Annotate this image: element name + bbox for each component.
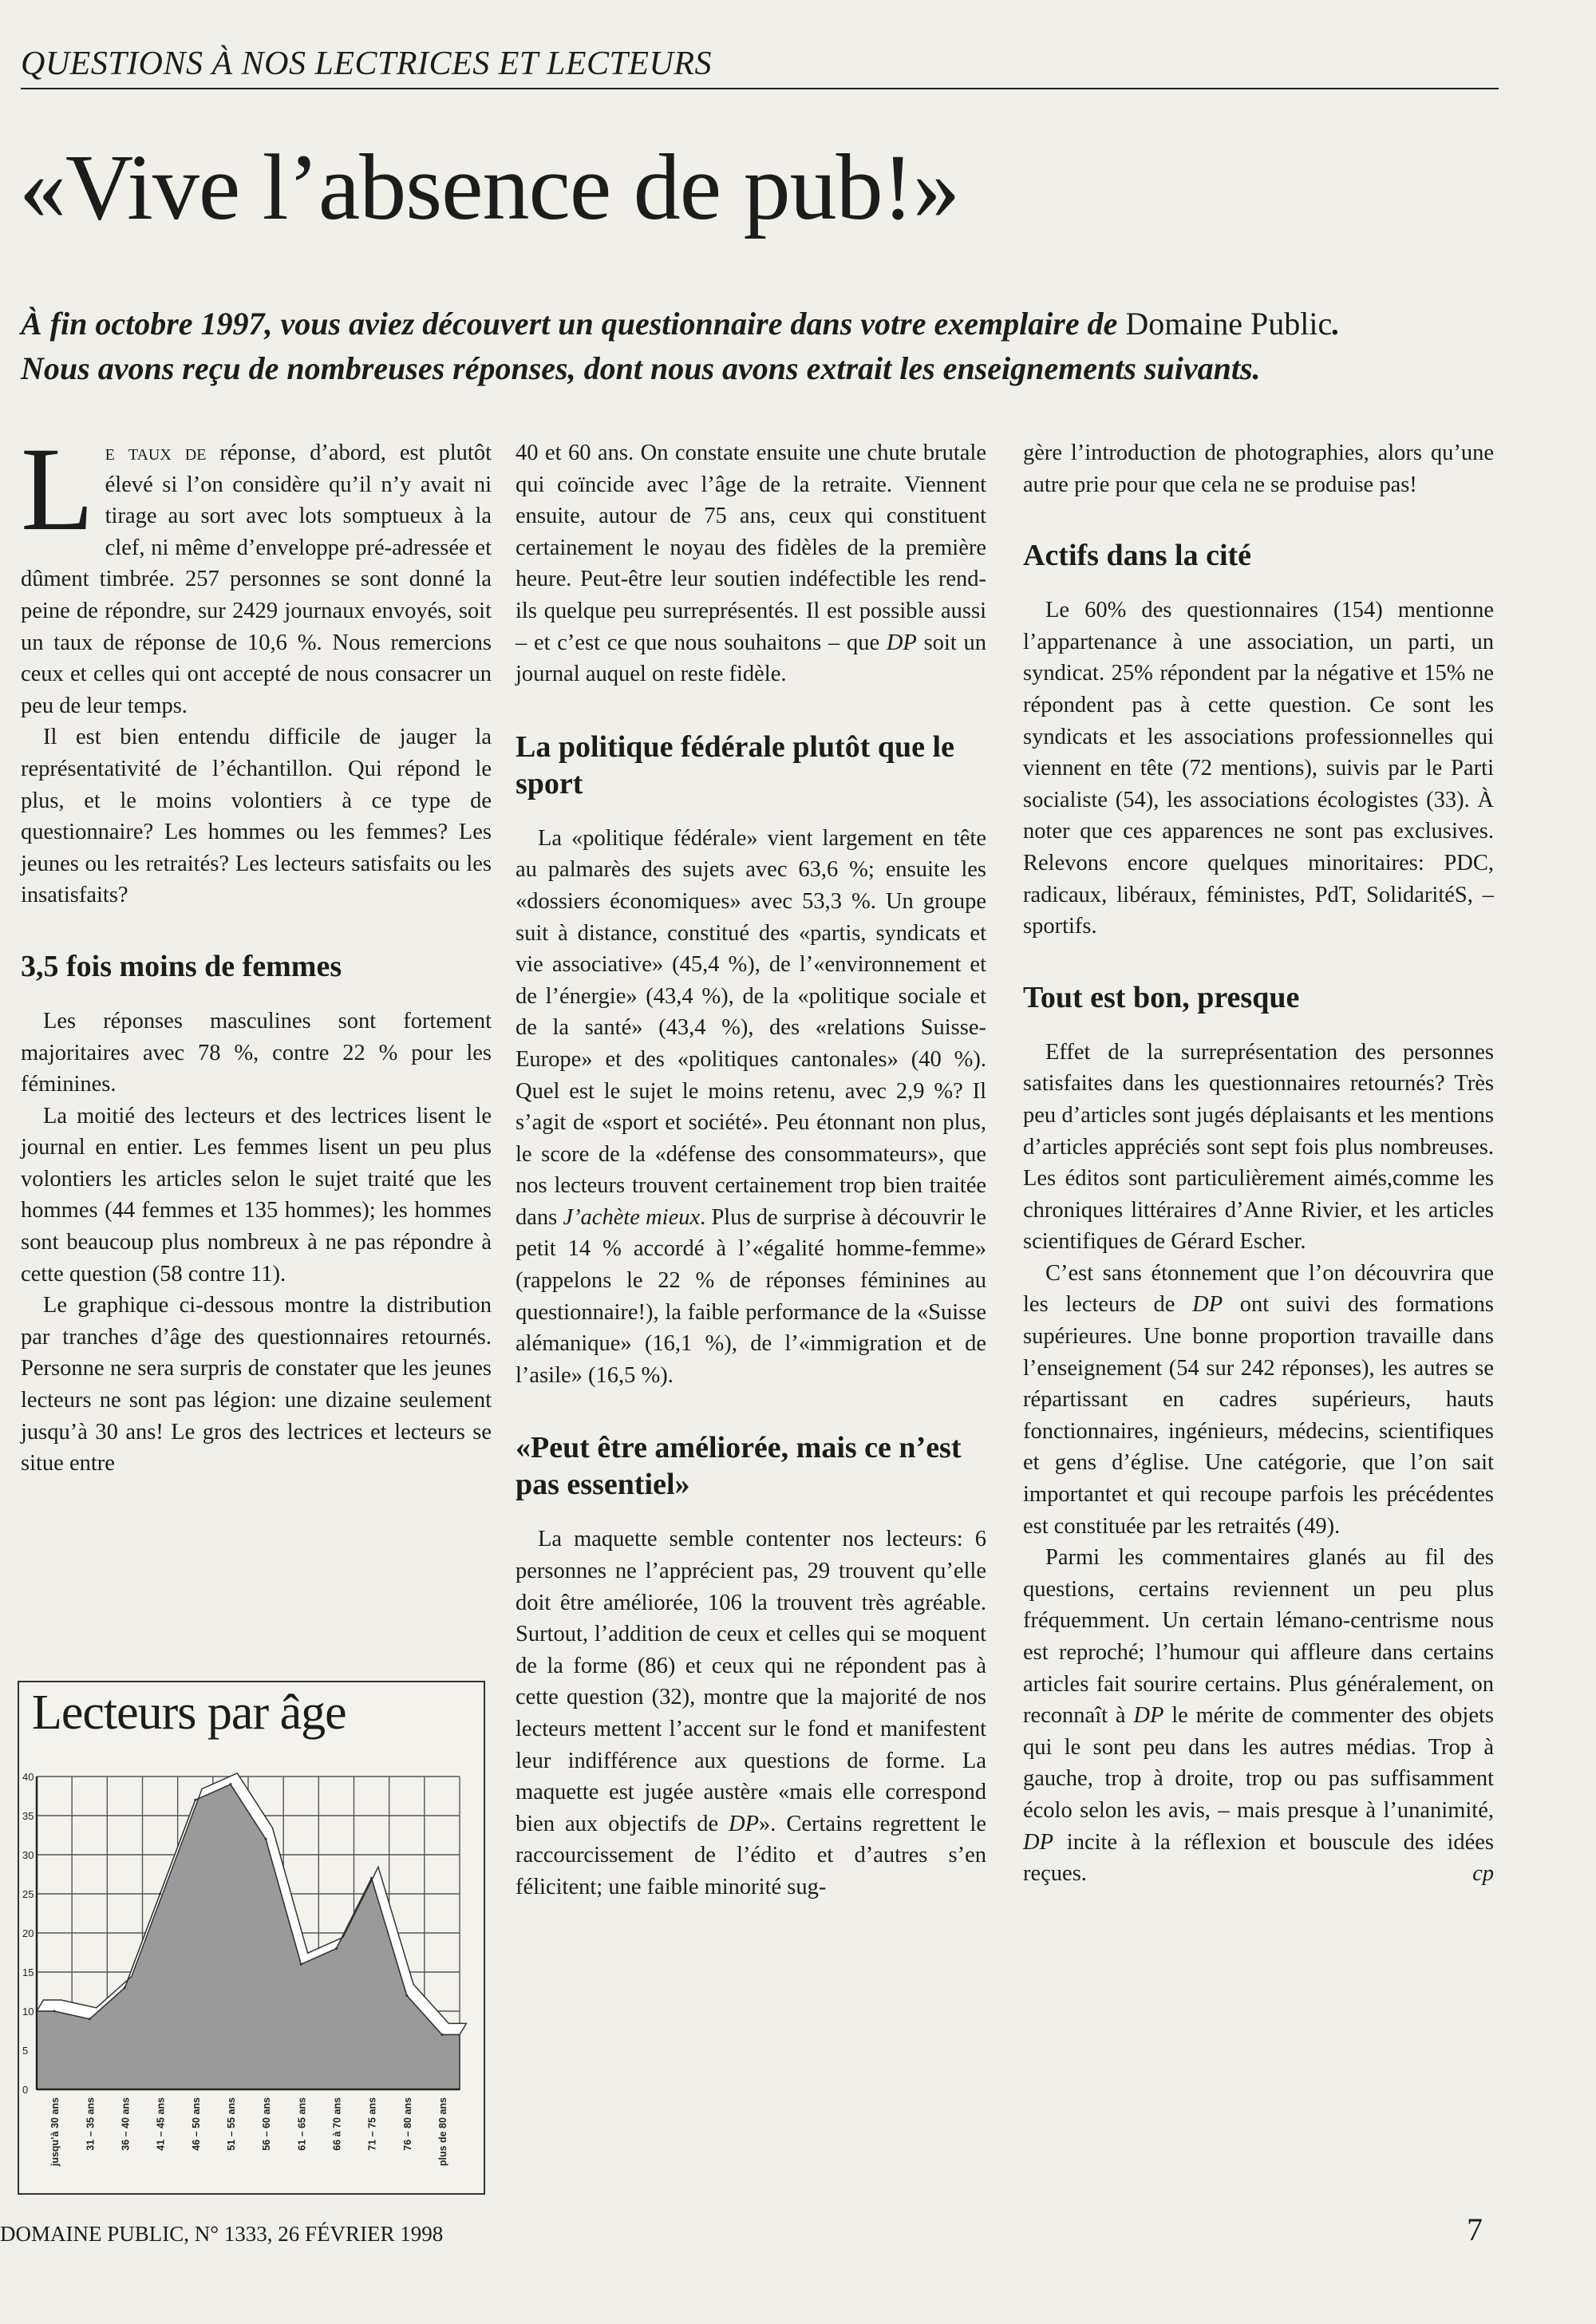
data-point — [440, 2034, 443, 2036]
x-tick-label: plus de 80 ans — [437, 2097, 448, 2167]
dp-abbrev: DP — [1192, 1292, 1223, 1318]
intro-journal-name: Domaine Public — [1125, 306, 1333, 342]
subheading-maquette: «Peut être améliorée, mais ce n’est pas essentiel» — [516, 1431, 962, 1502]
y-tick-label: 10 — [22, 2006, 34, 2018]
data-point — [124, 1986, 126, 1989]
data-point — [89, 2018, 91, 2020]
data-point — [229, 1783, 231, 1785]
paragraph-text: ont suivi des formations supérieures. Une bonne proportion travaille dans l’enseignement (54 sur 242 réponses), les autres se répartissant en cadres supérieurs, hauts fonctionnaires, ingénieurs, médecins, scientifiques et gens d’église. Une catégorie, que l’on sait importantet et qui recoupe parfois les précédentes est constituée par les retraités (49). — [1023, 1292, 1494, 1539]
data-point — [194, 1799, 196, 1801]
italic-title: J’achète mieux — [563, 1204, 701, 1230]
paragraph-text: . Plus de surprise à découvrir le petit 14 % accordé à l’«égalité homme-femme» (rappelons le 22 % de réponses féminines au questionnaire!), la faible performance de la «Suisse alémanique» (16,1 %), de l’«immigration et de l’asile» (16,5 %). — [516, 1204, 986, 1388]
x-tick-label: 46 – 50 ans — [190, 2097, 202, 2151]
age-chart — [18, 1681, 485, 2195]
paragraph: Les réponses masculines sont fortement majoritaires avec 78 %, contre 22 % pour les féminines. — [21, 1008, 492, 1097]
paragraph — [1023, 1542, 1494, 1890]
paragraph — [21, 423, 492, 721]
paragraph: Le graphique ci-dessous montre la distribution par tranches d’âge des questionnaires retournés. Personne ne sera surpris de constater que les jeunes lecteurs ne sont pas légion: une dizaine seulement jusqu’à 30 ans! Le gros des lectrices et lecteurs se situe entre — [21, 1293, 492, 1476]
y-tick-label: 30 — [22, 1849, 34, 1861]
paragraph: Le 60% des questionnaires (154) mentionne l’appartenance à une association, un parti, un syndicat. 25% répondent par la négative et 15% ne répondent pas à cette question. Ce sont les syndicats et les associations professionnelles qui viennent en tête (72 mentions), suivis par le Parti socialiste (54), les associations écologistes (33). À noter que ces apparences ne sont pas exclusives. Relevons encore quelques minoritaires: PDC, radicaux, libéraux, féministes, PdT, SolidaritéS, – sportifs. — [1023, 598, 1494, 939]
article-column-3 — [1023, 437, 1494, 1890]
paragraph-text: réponse, d’abord, est plutôt élevé si l’on considère qu’il n’y avait ni tirage au sort avec lots somptueux à la clef, ni même d’enveloppe pré-adressée et dûment timbrée. 257 personnes se sont donné la peine de répondre, sur 2429 journaux envoyés, soit un taux de réponse de 10,6 %. Nous remercions ceux et celles qui ont accepté de nous consacrer un peu de leur temps. — [21, 441, 492, 718]
x-tick-label: 31 – 35 ans — [85, 2097, 97, 2151]
paragraph-text: La maquette semble contenter nos lecteurs: 6 personnes ne l’apprécient pas, 29 trouvent qu’elle doit être améliorée, 106 la trouvent très agréable. Surtout, l’addition de ceux et celles qui se moquent de la forme (86) et ceux qui ne répondent pas à cette question (32), montre que la majorité de nos lecteurs mettent l’accent sur le fond et manifestent leur indifférence aux questions de forme. La maquette est jugée austère «mais elle correspond bien aux objectifs de — [516, 1527, 986, 1836]
intro-part1: À fin octobre 1997, vous aviez découvert un questionnaire dans votre exemplaire de — [21, 306, 1126, 342]
intro-paragraph — [21, 302, 1393, 391]
dp-abbrev: DP — [729, 1811, 760, 1836]
paragraph: gère l’introduction de photographies, alors qu’une autre prie pour que cela ne se produise pas! — [1023, 441, 1494, 497]
dp-abbrev: DP — [1133, 1703, 1164, 1729]
x-tick-label: 56 – 60 ans — [261, 2097, 273, 2151]
paragraph-text: le mérite de commenter des objets qui le sont peu dans les autres médias. Trop à gauche, trop à droite, trop ou pas suffisamment écolo selon les avis, – mais presque à l’unanimité, — [1023, 1703, 1494, 1823]
page-number: 7 — [1467, 2211, 1483, 2247]
y-tick-label: 20 — [22, 1927, 34, 1939]
y-tick-label: 5 — [22, 2045, 29, 2057]
paragraph — [516, 1524, 986, 1903]
data-point — [335, 1947, 338, 1950]
subheading-politique: La politique fédérale plutôt que le sport — [516, 729, 954, 800]
footer-issue-info: DOMAINE PUBLIC, N° 1333, 26 FÉVRIER 1998 — [0, 2222, 444, 2246]
dp-abbrev: DP — [1023, 1829, 1053, 1855]
x-tick-label: 36 – 40 ans — [120, 2097, 132, 2151]
article-column-2 — [516, 437, 986, 1903]
data-point — [53, 2010, 56, 2013]
x-tick-label: 61 – 65 ans — [296, 2097, 308, 2151]
paragraph-text: soit un journal auquel on reste fidèle. — [516, 630, 986, 687]
subheading-actifs: Actifs dans la cité — [1023, 539, 1252, 573]
x-tick-label: 51 – 55 ans — [225, 2097, 237, 2151]
paragraph: Il est bien entendu difficile de jauger la représentativité de l’échantillon. Qui répond le plus, et le moins volontiers à ce type de questionnaire? Les hommes ou les femmes? Les jeunes ou les retraités? Les lecteurs satisfaits ou les insatisfaits? — [21, 725, 492, 908]
age-chart-svg — [19, 1682, 484, 2193]
dp-abbrev: DP — [886, 630, 917, 655]
paragraph-text: ». Certains regrettent le raccourcissement de l’édito et d’autres s’en félicitent; une faible minorité sug- — [516, 1811, 986, 1899]
y-tick-label: 40 — [22, 1771, 34, 1783]
y-tick-label: 15 — [22, 1966, 34, 1978]
data-point — [159, 1893, 161, 1895]
paragraph — [516, 823, 986, 1392]
paragraph-text: 40 et 60 ans. On constate ensuite une chute brutale qui coïncide avec l’âge de la retraite. Viennent ensuite, autour de 75 ans, ceux qui constituent certainement le noyau des fidèles de la première heure. Peut-être leur soutien indéfectible les rend-ils quelque peu surreprésentés. Il est possible aussi – et c’est ce que nous souhaitons – que — [516, 441, 986, 655]
data-point — [265, 1838, 267, 1840]
drop-cap: L — [21, 423, 94, 555]
x-tick-label: jusqu’à 30 ans — [49, 2097, 61, 2167]
paragraph-text: Parmi les commentaires glanés au fil des questions, certains reviennent un peu plus fréquemment. Un certain lémano-centrisme nous est reproché; l’humour qui affleure dans certains articles fait sourire certains. Plus généralement, on reconnaît à — [1023, 1545, 1494, 1729]
x-tick-label: 76 – 80 ans — [401, 2097, 413, 2151]
paragraph: La moitié des lecteurs et des lectrices lisent le journal en entier. Les femmes lisent un peu plus volontiers les articles selon le sujet traité que les hommes (44 femmes et 135 hommes); les hommes sont beaucoup plus nombreux à ne pas répondre à cette question (58 contre 11). — [21, 1103, 492, 1286]
article-column-1 — [21, 423, 492, 1480]
paragraph — [516, 437, 986, 690]
paragraph-text: La «politique fédérale» vient largement en tête au palmarès des sujets avec 63,6 %; ensuite les «dossiers économiques» avec 53,3 %. Un groupe suit à distance, constitué des «partis, syndicats et vie associative» (45,4 %), de l’«environnement et de l’énergie» (43,4 %), de la «politique sociale et de la santé» (43,4 %), des «relations Suisse-Europe» et des «politiques cantonales» (40 %). Quel est le sujet le moins retenu, avec 2,9 %? Il s’agit de «sport et société». Peu étonnant non plus, le score de la «défense des consommateurs», que nos lecteurs trouvent certainement trop bien traitée dans — [516, 825, 986, 1230]
intro-part2: . Nous avons reçu de nombreuses réponses, dont nous avons extrait les enseignements suivants. — [21, 306, 1341, 386]
data-point — [300, 1963, 302, 1966]
chart-title: Lecteurs par âge — [32, 1686, 346, 1740]
x-tick-label: 71 – 75 ans — [366, 2097, 378, 2151]
paragraph-text: C’est sans étonnement que l’on découvrira que les lecteurs de — [1023, 1260, 1494, 1318]
data-point — [370, 1877, 373, 1879]
headline: «Vive l’absence de pub!» — [19, 135, 959, 239]
lead-smallcaps: e taux de — [105, 441, 207, 465]
author-signature: cp — [1472, 1861, 1494, 1887]
subheading-women: 3,5 fois moins de femmes — [21, 949, 342, 983]
paragraph — [1023, 1258, 1494, 1542]
x-tick-label: 66 à 70 ans — [331, 2097, 343, 2151]
data-point — [405, 1994, 408, 1997]
subheading-tout-est-bon: Tout est bon, presque — [1023, 980, 1300, 1014]
y-tick-label: 35 — [22, 1810, 34, 1822]
paragraph: Effet de la surreprésentation des personnes satisfaites dans les questionnaires retournés? Très peu d’articles sont jugés déplaisants et les mentions d’articles appréciés sont sept fois plus nombreuses. Les éditos sont particulièrement aimés,comme les chroniques littéraires d’Anne Rivier, et les articles scientifiques de Gérard Escher. — [1023, 1039, 1494, 1255]
x-tick-label: 41 – 45 ans — [155, 2097, 167, 2151]
y-tick-label: 25 — [22, 1888, 34, 1900]
y-tick-label: 0 — [22, 2084, 29, 2096]
paragraph-text: incite à la réflexion et bouscule des idées reçues. — [1023, 1829, 1494, 1887]
section-label: QUESTIONS À NOS LECTRICES ET LECTEURS — [21, 42, 1499, 89]
